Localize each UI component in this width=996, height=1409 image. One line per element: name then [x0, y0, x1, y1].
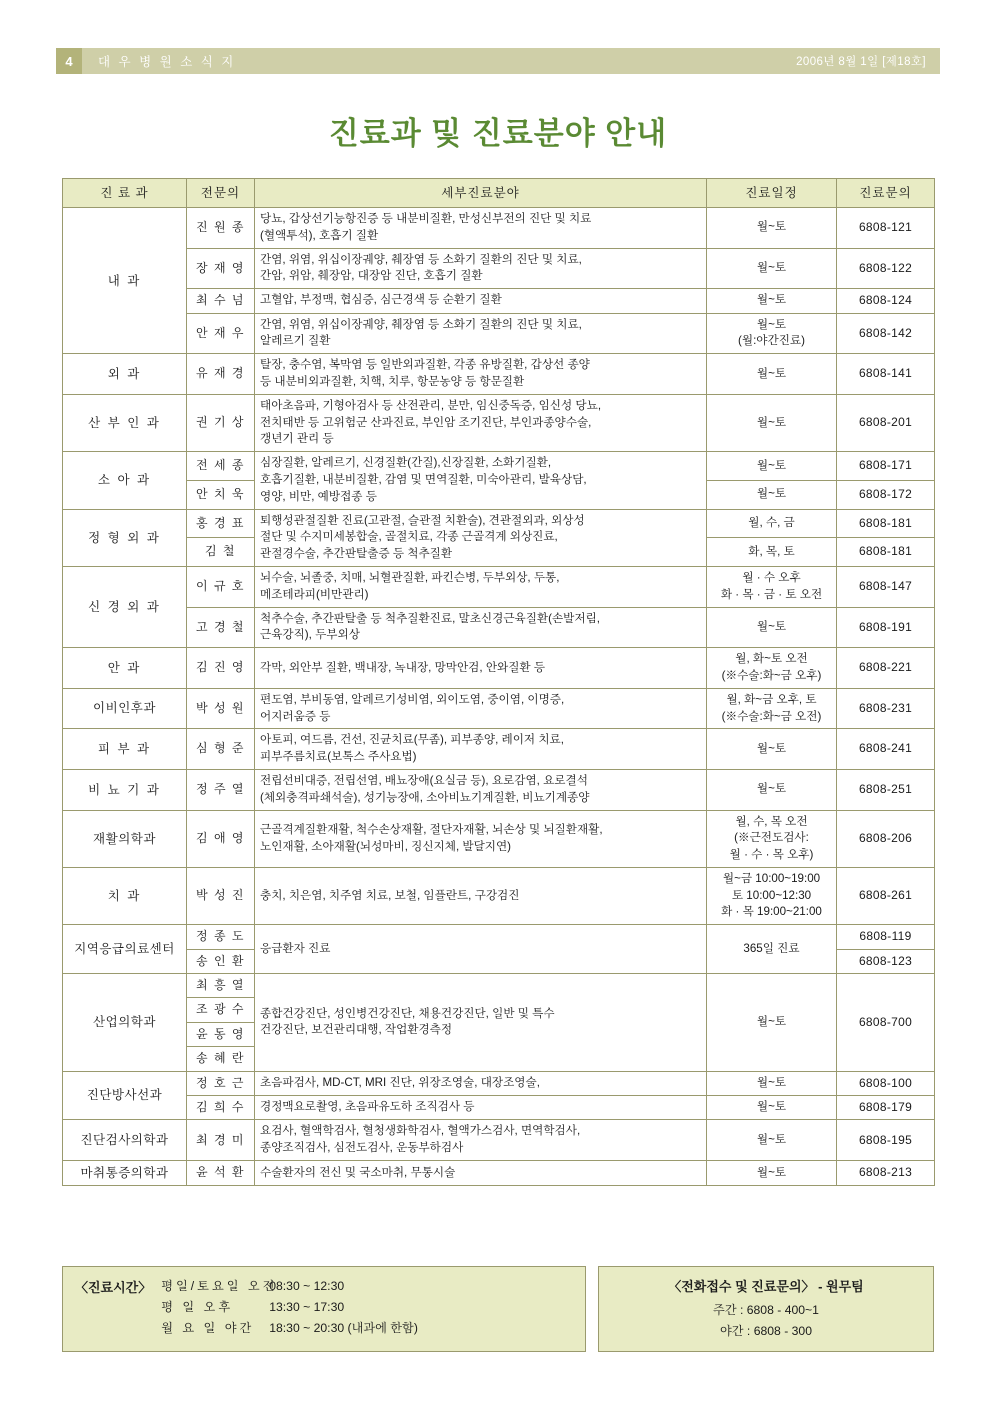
cell-field: 종합건강진단, 성인병건강진단, 채용건강진단, 일반 및 특수 건강진단, 보건관리대행, 작업환경측정 [255, 974, 707, 1072]
cell-schedule: 365일 진료 [707, 925, 837, 974]
cell-telephone: 6808-221 [837, 648, 935, 689]
cell-telephone: 6808-201 [837, 394, 935, 451]
cell-field: 고혈압, 부정맥, 협심증, 심근경색 등 순환기 질환 [255, 289, 707, 313]
table-row [63, 248, 935, 289]
cell-doctor: 홍 경 표 [187, 509, 255, 538]
cell-schedule: 월~토 [707, 729, 837, 770]
hours-value: 13:30 ~ 17:30 [269, 1299, 345, 1314]
hours-label: 평일/토요일 오전 [161, 1279, 278, 1293]
cell-telephone: 6808-124 [837, 289, 935, 313]
page-header [56, 48, 940, 74]
table-row [63, 566, 935, 607]
cell-field: 편도염, 부비동염, 알레르기성비염, 외이도염, 중이염, 이명증, 어지러움증 등 [255, 688, 707, 729]
table-body [63, 208, 935, 1186]
cell-doctor: 김 애 영 [187, 810, 255, 867]
cell-schedule: 월~토 [707, 607, 837, 648]
cell-field: 수술환자의 전신 및 국소마취, 무통시술 [255, 1161, 707, 1186]
department-schedule-table [62, 178, 935, 1186]
cell-doctor: 고 경 철 [187, 607, 255, 648]
col-header-dept: 진 료 과 [63, 179, 187, 208]
cell-schedule: 월~토 [707, 1120, 837, 1161]
cell-department: 신 경 외 과 [63, 566, 187, 647]
cell-department: 치 과 [63, 867, 187, 924]
cell-field: 초음파검사, MD-CT, MRI 진단, 위장조영술, 대장조영술, [255, 1071, 707, 1095]
cell-field: 근골격계질환재활, 척수손상재활, 절단자재활, 뇌손상 및 뇌질환재활, 노인재활, 소아재활(뇌성마비, 징신지체, 발달지연) [255, 810, 707, 867]
cell-telephone: 6808-191 [837, 607, 935, 648]
table-row [63, 354, 935, 395]
cell-doctor: 진 원 종 [187, 208, 255, 249]
cell-field: 간염, 위염, 위십이장궤양, 췌장염 등 소화기 질환의 진단 및 치료, 간암, 위암, 췌장암, 대장암 진단, 호흡기 질환 [255, 248, 707, 289]
cell-department: 정 형 외 과 [63, 509, 187, 566]
cell-field: 경정맥요로촬영, 초음파유도하 조직검사 등 [255, 1096, 707, 1120]
col-header-tel: 진료문의 [837, 179, 935, 208]
hours-row [161, 1276, 418, 1297]
cell-department: 마취통증의학과 [63, 1161, 187, 1186]
cell-telephone: 6808-147 [837, 566, 935, 607]
contact-list [611, 1300, 921, 1342]
cell-telephone: 6808-142 [837, 313, 935, 354]
table-row [63, 452, 935, 481]
cell-schedule: 월, 화~토 오전 (※수술:화~금 오후) [707, 648, 837, 689]
cell-doctor: 송 인 환 [187, 949, 255, 973]
cell-doctor: 정 종 도 [187, 925, 255, 949]
cell-schedule: 월, 화~금 오후, 토 (※수술:화~금 오전) [707, 688, 837, 729]
cell-schedule: 월~토 [707, 394, 837, 451]
cell-doctor: 유 재 경 [187, 354, 255, 395]
cell-doctor: 전 세 종 [187, 452, 255, 481]
cell-field: 전립선비대증, 전립선염, 배뇨장애(요실금 등), 요로감염, 요로결석 (체외충격파쇄석술), 성기능장애, 소아비뇨기계질환, 비뇨기계종양 [255, 769, 707, 810]
hours-row [161, 1318, 418, 1339]
cell-schedule: 월~금 10:00~19:00 토 10:00~12:30 화 · 목 19:00~21:00 [707, 867, 837, 924]
cell-schedule: 월~토 [707, 248, 837, 289]
cell-doctor: 정 호 근 [187, 1071, 255, 1095]
cell-telephone: 6808-231 [837, 688, 935, 729]
cell-telephone: 6808-121 [837, 208, 935, 249]
cell-department: 외 과 [63, 354, 187, 395]
cell-telephone: 6808-241 [837, 729, 935, 770]
hours-label: 평 일 오후 [161, 1299, 234, 1314]
cell-schedule: 월~토 [707, 974, 837, 1072]
contact-line: 야간 : 6808 - 300 [720, 1323, 812, 1338]
cell-telephone: 6808-181 [837, 538, 935, 567]
cell-telephone: 6808-171 [837, 452, 935, 481]
table-row [63, 313, 935, 354]
cell-schedule: 월~토 (월:야간진료) [707, 313, 837, 354]
table-row [63, 925, 935, 949]
cell-doctor: 최 경 미 [187, 1120, 255, 1161]
cell-department: 산 부 인 과 [63, 394, 187, 451]
issue-date: 2006년 8월 1일 [제18호] [796, 56, 926, 68]
cell-department: 이비인후과 [63, 688, 187, 729]
cell-doctor: 박 성 진 [187, 867, 255, 924]
cell-doctor: 심 형 준 [187, 729, 255, 770]
table-row [63, 1120, 935, 1161]
consultation-hours-list [161, 1276, 418, 1342]
cell-doctor: 안 치 욱 [187, 480, 255, 509]
cell-telephone: 6808-700 [837, 974, 935, 1072]
table-row [63, 810, 935, 867]
table-row [63, 509, 935, 538]
cell-schedule: 월~토 [707, 354, 837, 395]
cell-field: 심장질환, 알레르기, 신경질환(간질),신장질환, 소화기질환, 호흡기질환, 내분비질환, 감염 및 면역질환, 미숙아관리, 발육상담, 영양, 비만, 예방접종 등 [255, 452, 707, 509]
cell-schedule: 월~토 [707, 1096, 837, 1120]
cell-doctor: 장 재 영 [187, 248, 255, 289]
cell-telephone: 6808-141 [837, 354, 935, 395]
cell-doctor: 김 철 [187, 538, 255, 567]
cell-field: 탈장, 충수염, 복막염 등 일반외과질환, 각종 유방질환, 갑상선 종양 등 내분비외과질환, 치핵, 치루, 항문농양 등 항문질환 [255, 354, 707, 395]
cell-doctor: 최 수 넘 [187, 289, 255, 313]
hours-value: 18:30 ~ 20:30 (내과에 한함) [269, 1320, 418, 1335]
col-header-field: 세부진료분야 [255, 179, 707, 208]
col-header-schedule: 진료일정 [707, 179, 837, 208]
page-number: 4 [56, 48, 82, 74]
cell-doctor: 윤 동 영 [187, 1022, 255, 1046]
cell-schedule: 월~토 [707, 289, 837, 313]
cell-field: 요검사, 혈액학검사, 혈청생화학검사, 혈액가스검사, 면역학검사, 종양조직검사, 심전도검사, 운동부하검사 [255, 1120, 707, 1161]
cell-field: 아토피, 여드름, 건선, 진균치료(무좀), 피부종양, 레이저 치료, 피부주름치료(보톡스 주사요법) [255, 729, 707, 770]
cell-department: 산업의학과 [63, 974, 187, 1072]
cell-department: 지역응급의료센터 [63, 925, 187, 974]
table-row [63, 867, 935, 924]
cell-doctor: 권 기 상 [187, 394, 255, 451]
cell-field: 태아초음파, 기형아검사 등 산전관리, 분만, 임신중독증, 임신성 당뇨, 전치태반 등 고위험군 산과진료, 부인암 조기진단, 부인과종양수술, 갱년기 관리 등 [255, 394, 707, 451]
cell-schedule: 월~토 [707, 1071, 837, 1095]
cell-doctor: 조 광 수 [187, 998, 255, 1022]
cell-field: 척추수술, 추간판탈출 등 척추질환진료, 말초신경근육질환(손발저림, 근육강직), 두부외상 [255, 607, 707, 648]
table-row [63, 648, 935, 689]
publication-title: 대 우 병 원 소 식 지 [98, 55, 236, 69]
cell-doctor: 윤 석 환 [187, 1161, 255, 1186]
schedule-table-wrap [62, 178, 934, 1186]
consultation-hours-box [62, 1266, 586, 1352]
cell-department: 안 과 [63, 648, 187, 689]
cell-field: 각막, 외안부 질환, 백내장, 녹내장, 망막안검, 안와질환 등 [255, 648, 707, 689]
table-row [63, 729, 935, 770]
cell-schedule: 월 · 수 오후 화 · 목 · 금 · 토 오전 [707, 566, 837, 607]
cell-field: 간염, 위염, 위십이장궤양, 췌장염 등 소화기 질환의 진단 및 치료, 알레르기 질환 [255, 313, 707, 354]
cell-doctor: 안 재 우 [187, 313, 255, 354]
page-title: 진료과 및 진료분야 안내 [328, 116, 668, 151]
cell-telephone: 6808-181 [837, 509, 935, 538]
table-row [63, 1096, 935, 1120]
cell-telephone: 6808-261 [837, 867, 935, 924]
cell-telephone: 6808-251 [837, 769, 935, 810]
cell-telephone: 6808-123 [837, 949, 935, 973]
cell-field: 당뇨, 갑상선기능항진증 등 내분비질환, 만성신부전의 진단 및 치료 (혈액투석), 호흡기 질환 [255, 208, 707, 249]
cell-field: 충치, 치은염, 치주염 치료, 보철, 임플란트, 구강검진 [255, 867, 707, 924]
cell-telephone: 6808-100 [837, 1071, 935, 1095]
contact-line: 주간 : 6808 - 400~1 [713, 1303, 819, 1317]
cell-doctor: 정 주 열 [187, 769, 255, 810]
cell-doctor: 최 흥 열 [187, 974, 255, 998]
cell-schedule: 월~토 [707, 769, 837, 810]
footer-area [62, 1266, 934, 1352]
cell-telephone: 6808-213 [837, 1161, 935, 1186]
cell-schedule: 월, 수, 목 오전 (※근전도검사: 월 · 수 · 목 오후) [707, 810, 837, 867]
cell-schedule: 월~토 [707, 452, 837, 481]
hours-value: 08:30 ~ 12:30 [269, 1279, 345, 1293]
cell-telephone: 6808-179 [837, 1096, 935, 1120]
cell-schedule: 월~토 [707, 1161, 837, 1186]
cell-doctor: 송 혜 란 [187, 1047, 255, 1071]
cell-department: 피 부 과 [63, 729, 187, 770]
cell-department: 진단방사선과 [63, 1071, 187, 1120]
cell-schedule: 월, 수, 금 [707, 509, 837, 538]
cell-telephone: 6808-119 [837, 925, 935, 949]
table-row [63, 1161, 935, 1186]
consultation-hours-label: 〈진료시간〉 [75, 1280, 152, 1295]
hours-row [161, 1297, 418, 1318]
cell-doctor: 박 성 원 [187, 688, 255, 729]
cell-department: 내 과 [63, 208, 187, 354]
hours-label: 월 요 일 야간 [161, 1320, 255, 1335]
cell-department: 진단검사의학과 [63, 1120, 187, 1161]
table-row [63, 607, 935, 648]
table-row [63, 289, 935, 313]
table-row [63, 769, 935, 810]
col-header-doctor: 전문의 [187, 179, 255, 208]
cell-telephone: 6808-122 [837, 248, 935, 289]
cell-field: 뇌수술, 뇌졸중, 치매, 뇌혈관질환, 파킨슨병, 두부외상, 두통, 메조테라피(비만관리) [255, 566, 707, 607]
table-row [63, 974, 935, 998]
contact-title: 〈전화접수 및 진료문의〉 - 원무팀 [668, 1279, 864, 1294]
cell-department: 소 아 과 [63, 452, 187, 509]
cell-schedule: 화, 목, 토 [707, 538, 837, 567]
table-header-row [63, 179, 935, 208]
cell-telephone: 6808-206 [837, 810, 935, 867]
table-row [63, 1071, 935, 1095]
cell-doctor: 이 규 호 [187, 566, 255, 607]
table-row [63, 208, 935, 249]
table-row [63, 394, 935, 451]
contact-box [598, 1266, 934, 1352]
cell-department: 재활의학과 [63, 810, 187, 867]
cell-doctor: 김 진 영 [187, 648, 255, 689]
cell-field: 응급환자 진료 [255, 925, 707, 974]
cell-field: 퇴행성관절질환 진료(고관절, 슬관절 치환술), 견관절외과, 외상성 절단 및 수지미세봉합술, 골절치료, 각종 근골격계 외상진료, 관절경수술, 추간판탈출증 등 척추질환 [255, 509, 707, 566]
cell-telephone: 6808-195 [837, 1120, 935, 1161]
cell-doctor: 김 희 수 [187, 1096, 255, 1120]
cell-telephone: 6808-172 [837, 480, 935, 509]
cell-schedule: 월~토 [707, 480, 837, 509]
cell-schedule: 월~토 [707, 208, 837, 249]
table-row [63, 688, 935, 729]
cell-department: 비 뇨 기 과 [63, 769, 187, 810]
